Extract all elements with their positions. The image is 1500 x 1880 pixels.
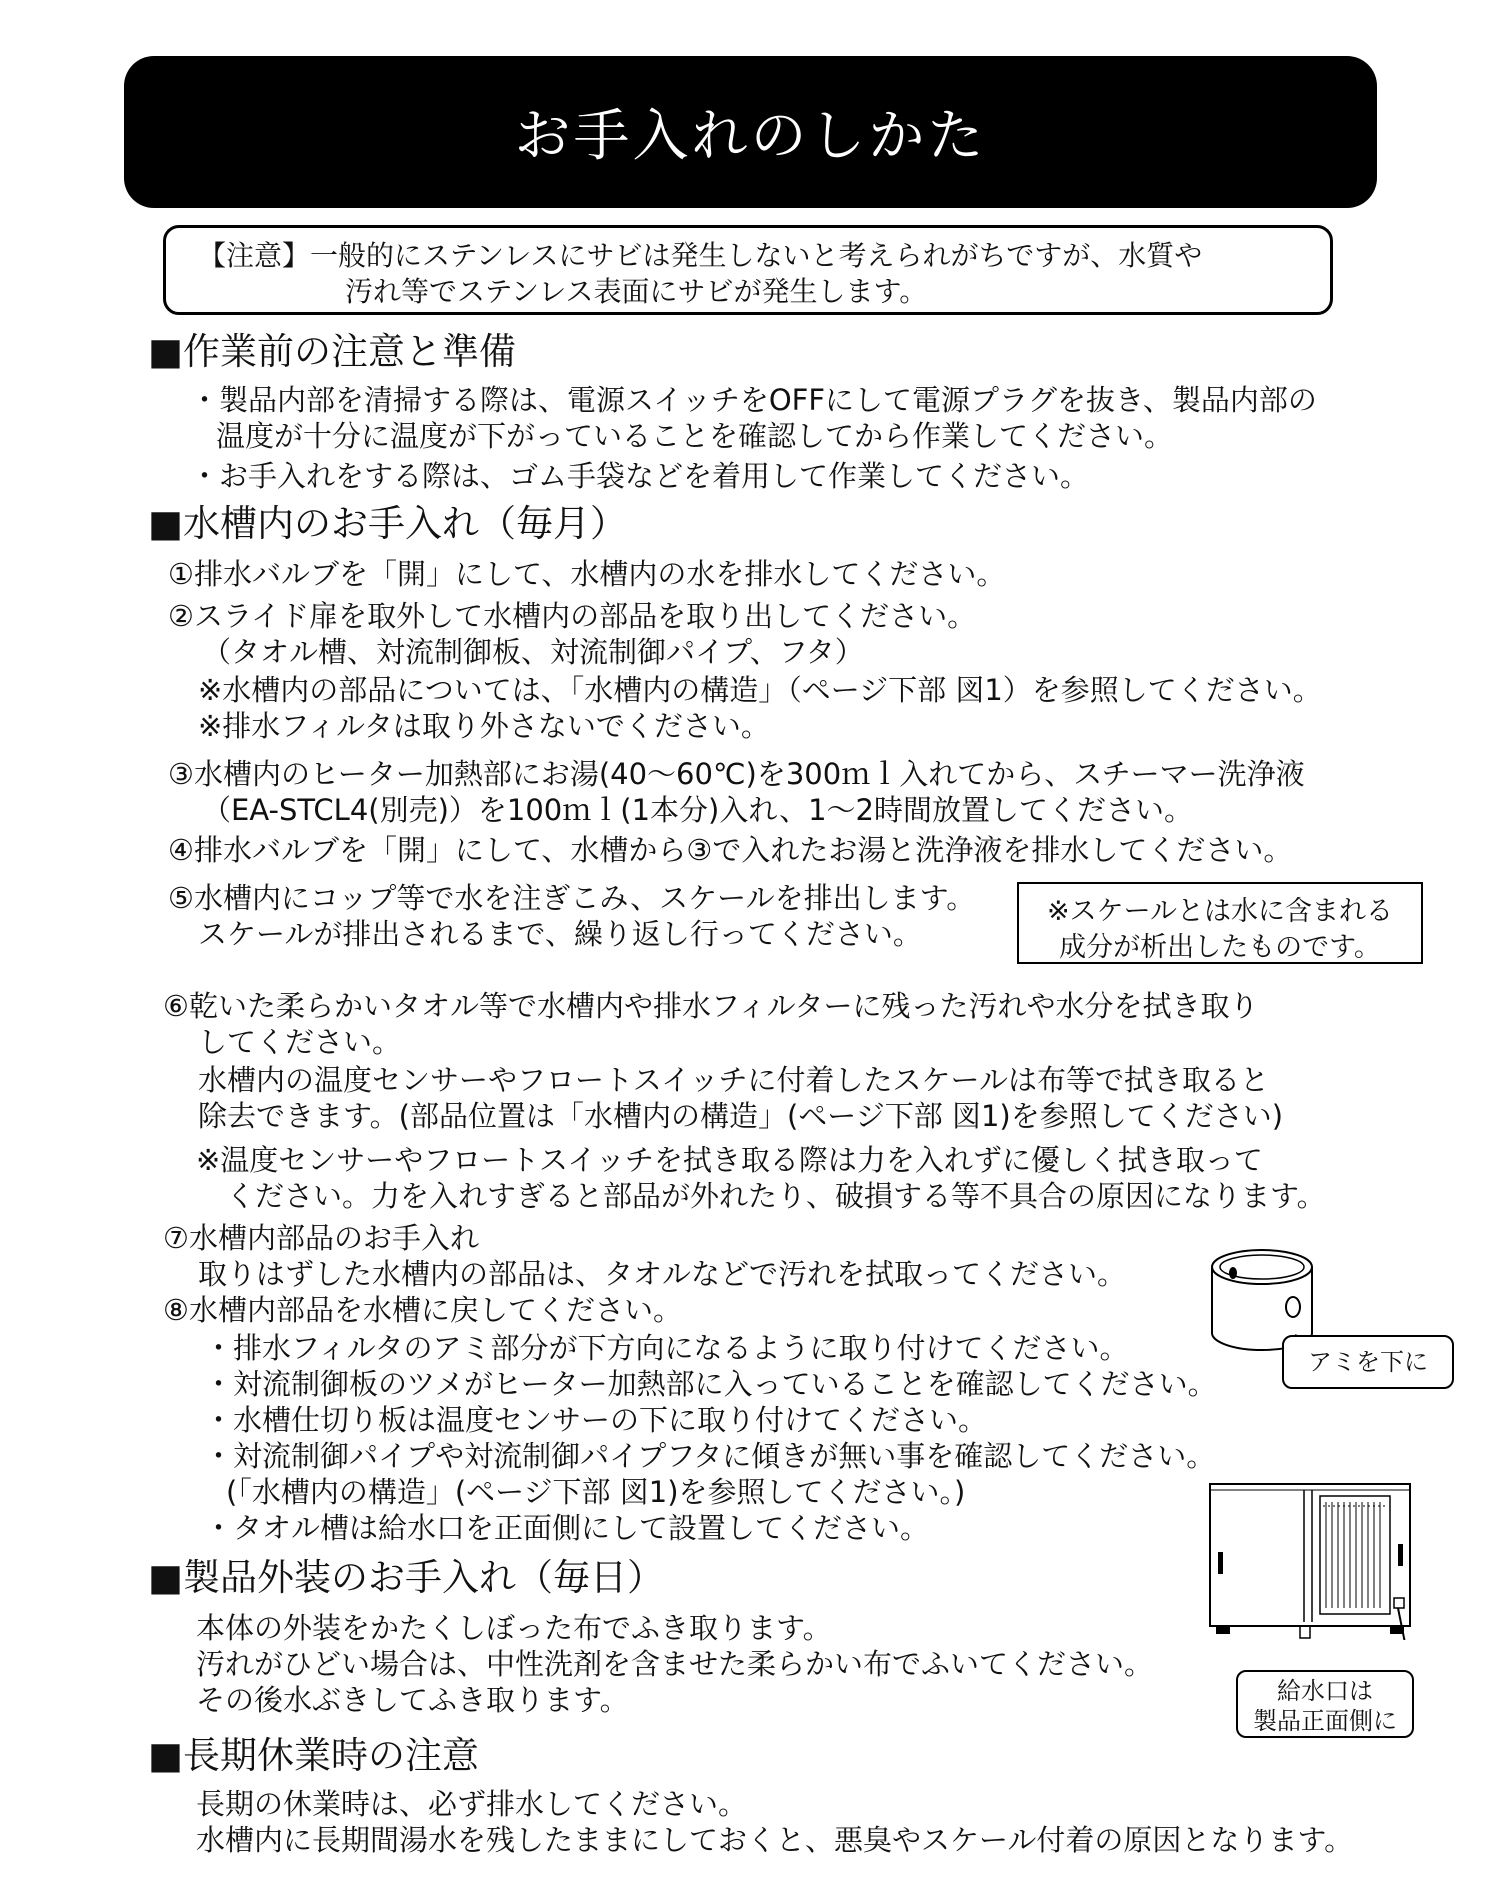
- prep-line: ・製品内部を清掃する際は、電源スイッチをOFFにして電源プラグを抜き、製品内部の: [190, 383, 1317, 417]
- scale-note-line-1: ※スケールとは水に含まれる: [1046, 896, 1394, 927]
- tank-step: ・排水フィルタのアミ部分が下方向になるように取り付けてください。: [204, 1331, 1129, 1365]
- heading-longterm: ■長期休業時の注意: [148, 1734, 479, 1777]
- inlet-callout: [1236, 1670, 1414, 1738]
- tank-step: （タオル槽、対流制御板、対流制御パイプ、フタ）: [202, 635, 864, 669]
- longterm-line: 水槽内に長期間湯水を残したままにしておくと、悪臭やスケール付着の原因となります。: [196, 1823, 1354, 1857]
- inlet-callout-line-2: 製品正面側に: [1253, 1707, 1397, 1735]
- tank-step: ・水槽仕切り板は温度センサーの下に取り付けてください。: [204, 1403, 988, 1437]
- scale-note-line-2: 成分が析出したものです。: [1059, 932, 1381, 963]
- scale-note-box: [1017, 882, 1423, 964]
- tank-step: ⑥乾いた柔らかいタオル等で水槽内や排水フィルターに残った汚れや水分を拭き取り: [163, 989, 1259, 1023]
- exterior-line: その後水ぶきしてふき取ります。: [196, 1683, 629, 1717]
- tank-step: ③水槽内のヒーター加熱部にお湯(40～60℃)を300ｍｌ入れてから、スチーマー洗浄液: [168, 757, 1305, 791]
- longterm-line: 長期の休業時は、必ず排水してください。: [196, 1787, 748, 1821]
- heading-tank: ■水槽内のお手入れ（毎月）: [148, 502, 627, 545]
- tank-step: ※水槽内の部品については、「水槽内の構造」（ページ下部 図1）を参照してください。: [198, 673, 1322, 707]
- tank-step: ・タオル槽は給水口を正面側にして設置してください。: [204, 1511, 930, 1545]
- tank-step: 水槽内の温度センサーやフロートスイッチに付着したスケールは布等で拭き取ると: [198, 1063, 1269, 1097]
- caution-notice: [163, 225, 1333, 315]
- heading-prep: ■作業前の注意と準備: [148, 330, 516, 373]
- page-title: お手入れのしかた: [514, 104, 987, 169]
- exterior-line: 汚れがひどい場合は、中性洗剤を含ませた柔らかい布でふいてください。: [196, 1647, 1154, 1681]
- exterior-line: 本体の外装をかたくしぼった布でふき取ります。: [196, 1611, 832, 1645]
- tank-step: 取りはずした水槽内の部品は、タオルなどで汚れを拭取ってください。: [198, 1257, 1127, 1291]
- inlet-callout-line-1: 給水口は: [1277, 1677, 1373, 1705]
- tank-step: (「水槽内の構造」(ページ下部 図1)を参照してください。): [226, 1475, 966, 1509]
- tank-step: 除去できます。(部品位置は「水槽内の構造」(ページ下部 図1)を参照してください): [198, 1099, 1284, 1133]
- prep-line: ・お手入れをする際は、ゴム手袋などを着用して作業してください。: [190, 459, 1090, 493]
- tank-step: ※排水フィルタは取り外さないでください。: [198, 709, 770, 743]
- tank-step: ください。力を入れすぎると部品が外れたり、破損する等不具合の原因になります。: [226, 1179, 1326, 1213]
- filter-callout: [1282, 1335, 1454, 1389]
- caution-line-2: 汚れ等でステンレス表面にサビが発生します。: [345, 275, 928, 308]
- tank-step: ・対流制御パイプや対流制御パイプフタに傾きが無い事を確認してください。: [204, 1439, 1216, 1473]
- tank-step: ⑧水槽内部品を水槽に戻してください。: [163, 1293, 682, 1327]
- tank-step: ④排水バルブを「開」にして、水槽から③で入れたお湯と洗浄液を排水してください。: [168, 833, 1293, 867]
- prep-line: 温度が十分に温度が下がっていることを確認してから作業してください。: [216, 419, 1174, 453]
- tank-step: スケールが排出されるまで、繰り返し行ってください。: [198, 917, 922, 951]
- product-unit-illustration: [1208, 1480, 1418, 1640]
- tank-step: ※温度センサーやフロートスイッチを拭き取る際は力を入れずに優しく拭き取って: [196, 1143, 1263, 1177]
- tank-step: ⑦水槽内部品のお手入れ: [163, 1221, 479, 1255]
- tank-step: ②スライド扉を取外して水槽内の部品を取り出してください。: [168, 599, 977, 633]
- caution-line-1: 【注意】一般的にステンレスにサビは発生しないと考えられがちですが、水質や: [198, 239, 1203, 272]
- tank-step: （EA-STCL4(別売)）を100ｍｌ(1本分)入れ、1～2時間放置してください。: [202, 793, 1193, 827]
- tank-step: ・対流制御板のツメがヒーター加熱部に入っていることを確認してください。: [204, 1367, 1217, 1401]
- tank-step: してください。: [198, 1025, 402, 1059]
- filter-callout-text: アミを下に: [1308, 1348, 1428, 1376]
- tank-step: ⑤水槽内にコップ等で水を注ぎこみ、スケールを排出します。: [168, 881, 976, 915]
- page-title-bar: [124, 56, 1377, 208]
- heading-exterior: ■製品外装のお手入れ（毎日）: [148, 1556, 664, 1599]
- tank-step: ①排水バルブを「開」にして、水槽内の水を排水してください。: [168, 557, 1006, 591]
